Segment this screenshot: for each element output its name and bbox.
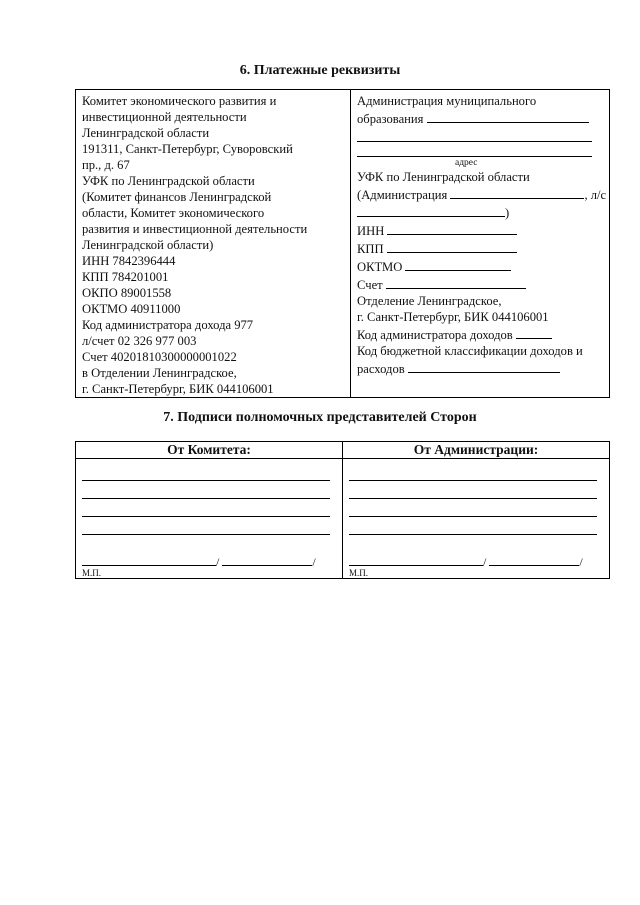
administration-details bbox=[351, 90, 610, 398]
kpp-line bbox=[357, 239, 604, 257]
account-line bbox=[357, 275, 604, 293]
ls-blank[interactable] bbox=[357, 203, 505, 217]
ls-suffix: , л/с bbox=[584, 188, 607, 202]
admin-code-blank[interactable] bbox=[516, 325, 552, 339]
committee-signature-line[interactable] bbox=[82, 481, 330, 499]
admin-name-sign-blank[interactable] bbox=[489, 553, 579, 566]
account-blank[interactable] bbox=[386, 275, 526, 289]
payment-details-table bbox=[75, 89, 610, 398]
kbk-blank[interactable] bbox=[408, 359, 560, 373]
slash: / bbox=[579, 555, 583, 569]
oktmo-label: ОКТМО bbox=[357, 260, 403, 274]
inn-blank[interactable] bbox=[387, 221, 517, 235]
address-blank-1[interactable] bbox=[357, 127, 592, 142]
admin-name-line2 bbox=[357, 109, 604, 127]
account-label: Счет bbox=[357, 278, 383, 292]
committee-line: ОКТМО 40911000 bbox=[82, 302, 181, 316]
committee-line: в Отделении Ленинградское, bbox=[82, 366, 237, 380]
inn-label: ИНН bbox=[357, 224, 385, 238]
committee-line: Ленинградской области) bbox=[82, 238, 214, 252]
admin-paren-label: (Администрация bbox=[357, 188, 448, 202]
committee-line: пр., д. 67 bbox=[82, 158, 130, 172]
admin-code-label: Код администратора доходов bbox=[357, 328, 513, 342]
committee-signature-line[interactable] bbox=[82, 499, 330, 517]
section-6-title: 6. Платежные реквизиты bbox=[239, 63, 401, 78]
ls-line bbox=[357, 203, 604, 221]
committee-line: ИНН 7842396444 bbox=[82, 254, 176, 268]
kbk-line1: Код бюджетной классификации доходов и bbox=[357, 344, 583, 358]
admin-signature-line[interactable] bbox=[349, 463, 597, 481]
committee-line: ОКПО 89001558 bbox=[82, 286, 172, 300]
committee-line: Счет 40201810300000001022 bbox=[82, 350, 237, 364]
address-caption: адрес bbox=[455, 158, 478, 168]
admin-sign-row bbox=[349, 553, 603, 567]
kpp-blank[interactable] bbox=[387, 239, 517, 253]
committee-line: Ленинградской области bbox=[82, 126, 210, 140]
committee-signature-blank[interactable] bbox=[82, 553, 216, 566]
committee-signature-line[interactable] bbox=[82, 517, 330, 535]
committee-line: области, Комитет экономического bbox=[82, 206, 265, 220]
oktmo-line bbox=[357, 257, 604, 275]
admin-signature-line[interactable] bbox=[349, 481, 597, 499]
admin-name-line1: Администрация муниципального bbox=[357, 94, 537, 108]
committee-line: Код администратора дохода 977 bbox=[82, 318, 254, 332]
committee-line: г. Санкт-Петербург, БИК 044106001 bbox=[82, 382, 274, 396]
slash: / bbox=[312, 555, 316, 569]
committee-details bbox=[76, 90, 351, 398]
committee-line: л/счет 02 326 977 003 bbox=[82, 334, 197, 348]
kbk-line2 bbox=[357, 359, 604, 377]
administration-signature-cell bbox=[343, 459, 610, 579]
admin-signature-blank[interactable] bbox=[349, 553, 483, 566]
close-paren: ) bbox=[505, 206, 510, 220]
admin-paren-line bbox=[357, 185, 607, 203]
branch-line: Отделение Ленинградское, bbox=[357, 294, 502, 308]
inn-line bbox=[357, 221, 604, 239]
city-bik-line: г. Санкт-Петербург, БИК 044106001 bbox=[357, 310, 549, 324]
admin-code-line bbox=[357, 325, 604, 343]
admin-paren-blank[interactable] bbox=[450, 185, 584, 199]
committee-sign-row bbox=[82, 553, 336, 567]
committee-line: КПП 784201001 bbox=[82, 270, 169, 284]
signatures-table bbox=[75, 441, 610, 579]
stamp-label: М.П. bbox=[82, 568, 102, 578]
admin-signature-line[interactable] bbox=[349, 517, 597, 535]
committee-line: (Комитет финансов Ленинградской bbox=[82, 190, 272, 204]
kbk-label: расходов bbox=[357, 362, 405, 376]
committee-line: 191311, Санкт-Петербург, Суворовский bbox=[82, 142, 293, 156]
section-7-title: 7. Подписи полномочных представителей Сторон bbox=[163, 410, 477, 425]
administration-header: От Администрации: bbox=[343, 442, 610, 459]
admin-name-blank[interactable] bbox=[427, 109, 589, 123]
address-blank-2[interactable] bbox=[357, 142, 592, 157]
committee-line: УФК по Ленинградской области bbox=[82, 174, 255, 188]
committee-line: развития и инвестиционной деятельности bbox=[82, 222, 308, 236]
committee-signature-line[interactable] bbox=[82, 463, 330, 481]
slash: / bbox=[483, 555, 487, 569]
admin-signature-line[interactable] bbox=[349, 499, 597, 517]
kpp-label: КПП bbox=[357, 242, 384, 256]
slash: / bbox=[216, 555, 220, 569]
committee-line: инвестиционной деятельности bbox=[82, 110, 247, 124]
oktmo-blank[interactable] bbox=[405, 257, 511, 271]
admin-name-label: образования bbox=[357, 112, 424, 126]
committee-line: Комитет экономического развития и bbox=[82, 94, 277, 108]
committee-header: От Комитета: bbox=[76, 442, 343, 459]
committee-name-blank[interactable] bbox=[222, 553, 312, 566]
committee-signature-cell bbox=[76, 459, 343, 579]
ufk-line: УФК по Ленинградской области bbox=[357, 170, 530, 184]
stamp-label: М.П. bbox=[349, 568, 369, 578]
